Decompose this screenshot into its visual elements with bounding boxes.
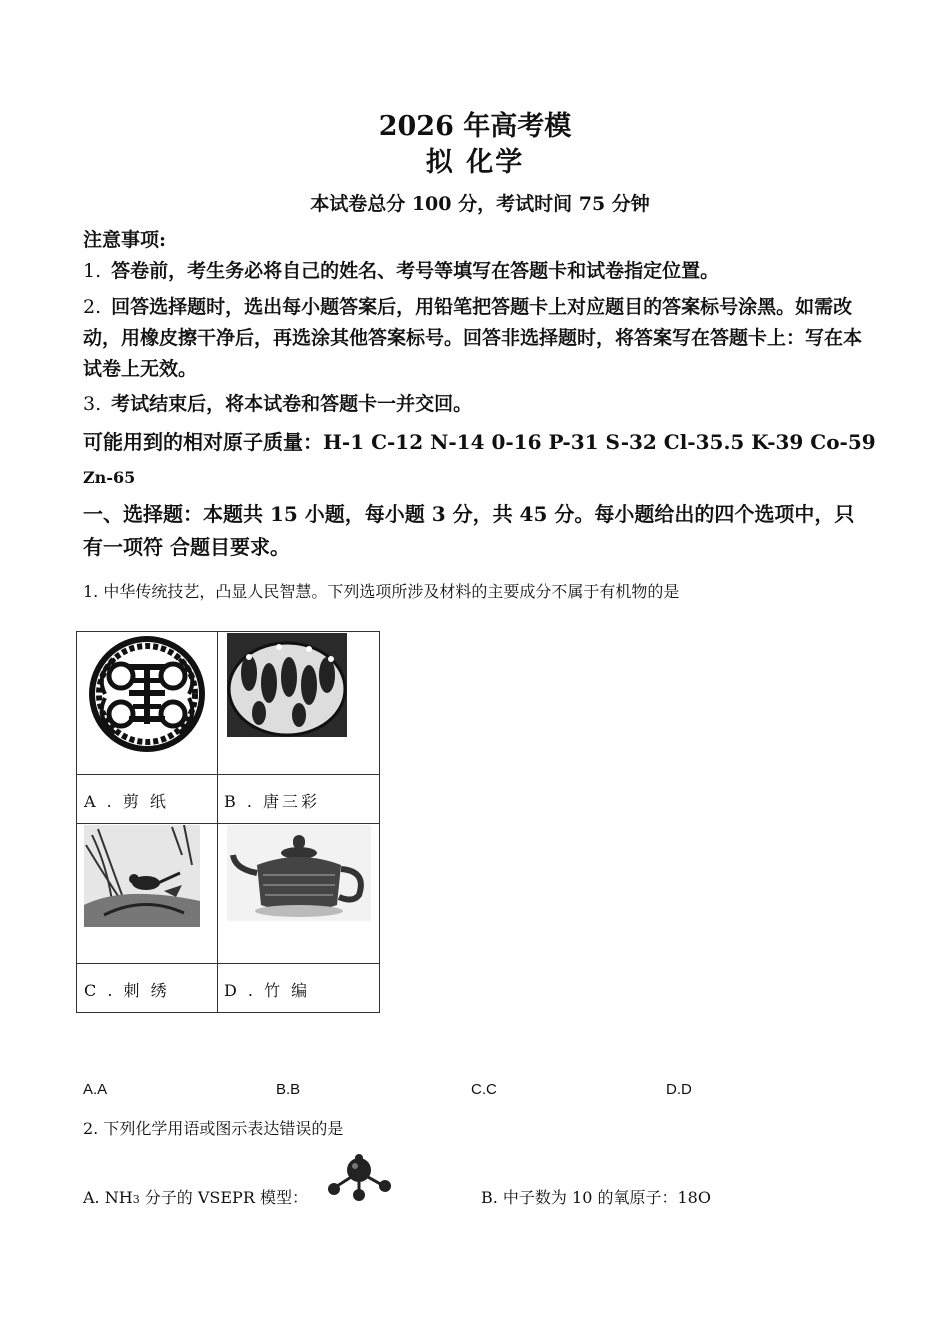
question-2-stem: 2. 下列化学用语或图示表达错误的是 bbox=[83, 1119, 344, 1138]
q1-option-c[interactable]: C.C bbox=[471, 1081, 497, 1098]
q2-option-a-prefix: A. NH bbox=[83, 1188, 133, 1207]
embroidery-image bbox=[84, 825, 200, 927]
exam-title-line2: 拟 化学 bbox=[425, 147, 525, 178]
section-heading: 一、选择题：本题共 15 小题，每小题 3 分，共 45 分。每小题给出的四个选项中，只有一项符 合题目要求。 bbox=[83, 502, 855, 559]
teapot-image bbox=[227, 825, 371, 921]
note-number: 1. bbox=[83, 260, 102, 282]
q2-option-a-suffix: 分子的 VSEPR 模型： bbox=[139, 1188, 308, 1207]
note-text: 回答选择题时，选出每小题答案后，用铅笔把答题卡上对应题目的答案标号涂黑。如需改动，用橡皮擦干净后，再选涂其他答案标号。回答非选择题时，将答案写在答题卡上：写在本试卷上无效。 bbox=[83, 296, 863, 380]
q1-option-b[interactable]: B.B bbox=[276, 1081, 301, 1098]
q1-option-a[interactable]: A.A bbox=[83, 1081, 108, 1098]
q2-option-a[interactable] bbox=[83, 1185, 308, 1208]
question-1-stem: 1. 中华传统技艺，凸显人民智慧。下列选项所涉及材料的主要成分不属于有机物的是 bbox=[83, 582, 680, 601]
note-item-3 bbox=[83, 389, 863, 420]
question-1-image-grid bbox=[76, 631, 380, 1013]
atomic-masses: 可能用到的相对原子质量：H-1 C-12 N-14 0-16 P-31 S-32 Cl-35.5 K-39 Co-59 bbox=[83, 430, 876, 454]
note-number: 2. bbox=[83, 296, 102, 318]
atomic-masses-continued: Zn-65 bbox=[83, 468, 136, 487]
caption-a: A . 剪 纸 bbox=[84, 792, 169, 811]
note-text: 考试结束后，将本试卷和答题卡一并交回。 bbox=[111, 393, 473, 415]
note-text: 答卷前，考生务必将自己的姓名、考号等填写在答题卡和试卷指定位置。 bbox=[111, 260, 720, 282]
tang-sancai-image bbox=[227, 633, 347, 737]
exam-subtitle: 本试卷总分 100 分，考试时间 75 分钟 bbox=[310, 193, 650, 215]
exam-title-line1: 2026 年高考模 bbox=[378, 111, 572, 142]
caption-d: D . 竹 编 bbox=[224, 981, 311, 1000]
q1-option-d[interactable]: D.D bbox=[666, 1081, 692, 1098]
vsepr-model-icon bbox=[322, 1154, 396, 1202]
note-number: 3. bbox=[83, 393, 102, 415]
notes-heading: 注意事项: bbox=[83, 229, 167, 251]
note-item-2 bbox=[83, 292, 863, 385]
caption-c: C . 刺 绣 bbox=[84, 981, 170, 1000]
q2-option-a-subscript: 3 bbox=[132, 1193, 140, 1206]
q2-option-b[interactable]: B. 中子数为 10 的氧原子：18O bbox=[481, 1188, 711, 1207]
paper-cut-image bbox=[85, 634, 209, 756]
note-item-1 bbox=[83, 256, 863, 287]
caption-b: B . 唐三彩 bbox=[224, 792, 321, 811]
